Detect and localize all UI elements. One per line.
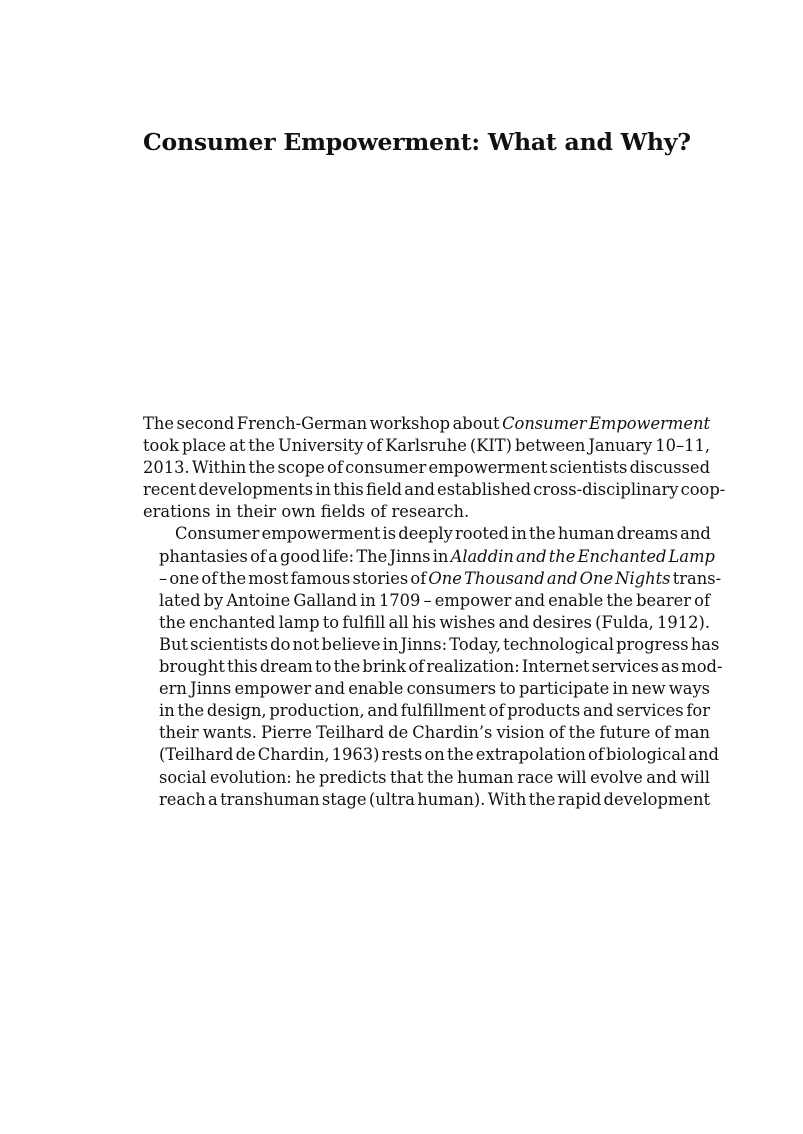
paragraph — [143, 413, 726, 523]
text-segment: their wants. Pierre Teilhard de Chardin’s vision of the future of man — [159, 723, 710, 743]
text-line — [143, 457, 710, 479]
text-line — [143, 612, 710, 634]
text-line — [143, 413, 710, 435]
text-line — [143, 656, 723, 678]
text-segment: social evolution: he predicts that the human race will evolve and will — [159, 767, 710, 787]
text-line — [143, 546, 715, 568]
italic-title-text: One Thousand and One Nights — [428, 568, 671, 588]
text-line — [143, 590, 710, 612]
text-segment: The second French-German workshop about — [143, 414, 503, 433]
chapter-title: Consumer Empowerment: What and Why? — [143, 128, 691, 156]
text-segment: ern Jinns empower and enable consumers to participate in new ways — [159, 679, 710, 699]
text-segment: phantasies of a good life: The Jinns in — [159, 546, 451, 566]
text-segment: (Teilhard de Chardin, 1963) rests on the extrapolation of biological and — [159, 745, 719, 765]
text-line — [143, 700, 710, 722]
text-segment: – one of the most famous stories of — [159, 568, 429, 588]
text-line — [143, 634, 720, 656]
paragraph — [143, 523, 723, 810]
text-line — [143, 722, 710, 744]
italic-title-text: Aladdin and the Enchanted Lamp — [450, 546, 715, 566]
text-line — [143, 789, 710, 811]
text-line — [143, 523, 710, 545]
text-line — [143, 678, 710, 700]
text-segment: brought this dream to the brink of realization: Internet services as mod- — [159, 657, 723, 677]
text-segment: recent developments in this field and established cross-disciplinary coop- — [143, 480, 726, 500]
body-text — [143, 413, 726, 811]
text-segment: took place at the University of Karlsruhe (KIT) between January 10–11, — [143, 436, 710, 456]
text-line — [143, 767, 710, 789]
text-segment: in the design, production, and fulfillment of products and services for — [159, 701, 710, 721]
text-segment: Consumer empowerment is deeply rooted in the human dreams and — [175, 524, 711, 544]
text-segment: 2013. Within the scope of consumer empowerment scientists discussed — [143, 458, 710, 478]
text-segment: erations in their own fields of research. — [143, 502, 470, 522]
text-line — [143, 479, 726, 501]
text-segment: the enchanted lamp to fulfill all his wishes and desires (Fulda, 1912). — [159, 612, 710, 632]
text-line — [143, 435, 710, 457]
text-line — [143, 568, 722, 590]
italic-title-text: Consumer Empowerment — [502, 414, 711, 433]
text-segment: But scientists do not believe in Jinns: Today, technological progress has — [159, 634, 720, 654]
text-segment: lated by Antoine Galland in 1709 – empower and enable the bearer of — [159, 590, 710, 610]
text-segment: reach a transhuman stage (ultra human). With the rapid development — [159, 789, 710, 809]
text-segment: trans- — [670, 568, 722, 588]
text-line — [143, 744, 719, 766]
text-line — [143, 501, 710, 523]
